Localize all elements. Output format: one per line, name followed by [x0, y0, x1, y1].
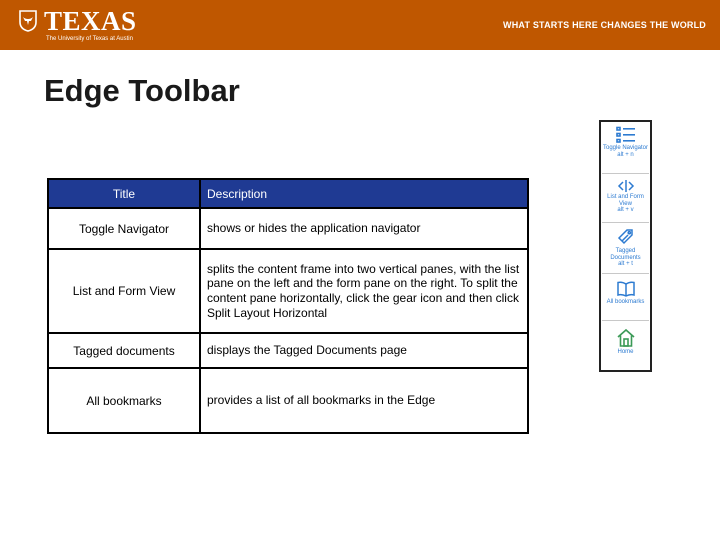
toolbar-divider — [602, 173, 649, 174]
toolbar-divider — [602, 222, 649, 223]
home-icon — [616, 328, 636, 348]
toolbar-label: All bookmarks — [606, 299, 645, 305]
toolbar-home-button[interactable] — [602, 328, 649, 356]
site-header — [0, 0, 720, 50]
toolbar-shortcut: alt + n — [617, 151, 634, 158]
row-description: shows or hides the application navigator — [200, 208, 528, 249]
table-row — [48, 368, 528, 433]
row-description: provides a list of all bookmarks in the Edge — [200, 368, 528, 433]
toolbar-description-table — [47, 178, 529, 434]
table-row — [48, 208, 528, 249]
tagline: WHAT STARTS HERE CHANGES THE WORLD — [503, 20, 706, 30]
logo-wordmark: TEXAS — [44, 6, 137, 36]
row-title: Tagged documents — [48, 333, 200, 368]
row-title: All bookmarks — [48, 368, 200, 433]
toolbar-list-form-view-button[interactable] — [602, 179, 649, 214]
logo-subtitle: The University of Texas at Austin — [46, 36, 133, 42]
toolbar-toggle-navigator-button[interactable] — [602, 126, 649, 159]
table-row — [48, 333, 528, 368]
list-icon — [616, 126, 636, 144]
row-title: List and Form View — [48, 249, 200, 333]
row-title: Toggle Navigator — [48, 208, 200, 249]
row-description: displays the Tagged Documents page — [200, 333, 528, 368]
toolbar-divider — [602, 273, 649, 274]
table-header-row — [48, 179, 528, 208]
book-icon — [616, 280, 636, 298]
toolbar-label: Tagged Documents — [610, 248, 641, 261]
toolbar-all-bookmarks-button[interactable] — [602, 280, 649, 306]
row-description: splits the content frame into two vertical panes, with the list pane on the left and the form pane on the right. To split the content pane horizontally, click the gear icon and then click Split Layout Horizontal — [200, 249, 528, 333]
page-title: Edge Toolbar — [44, 73, 240, 108]
toolbar-shortcut: alt + v — [617, 207, 634, 213]
edge-toolbar — [599, 120, 652, 372]
toolbar-label: Home — [617, 349, 634, 355]
column-header-title: Title — [48, 179, 200, 208]
split-view-icon — [616, 179, 636, 193]
toolbar-divider — [602, 320, 649, 321]
toolbar-label: List and Form View — [607, 194, 644, 207]
toolbar-label: Toggle Navigator — [602, 145, 649, 151]
university-logo[interactable] — [14, 6, 154, 46]
longhorn-seal-icon — [18, 10, 38, 32]
toolbar-tagged-documents-button[interactable] — [602, 227, 649, 268]
toolbar-shortcut: alt + t — [618, 261, 633, 267]
table-row — [48, 249, 528, 333]
column-header-description: Description — [200, 179, 528, 208]
tag-icon — [616, 227, 636, 247]
